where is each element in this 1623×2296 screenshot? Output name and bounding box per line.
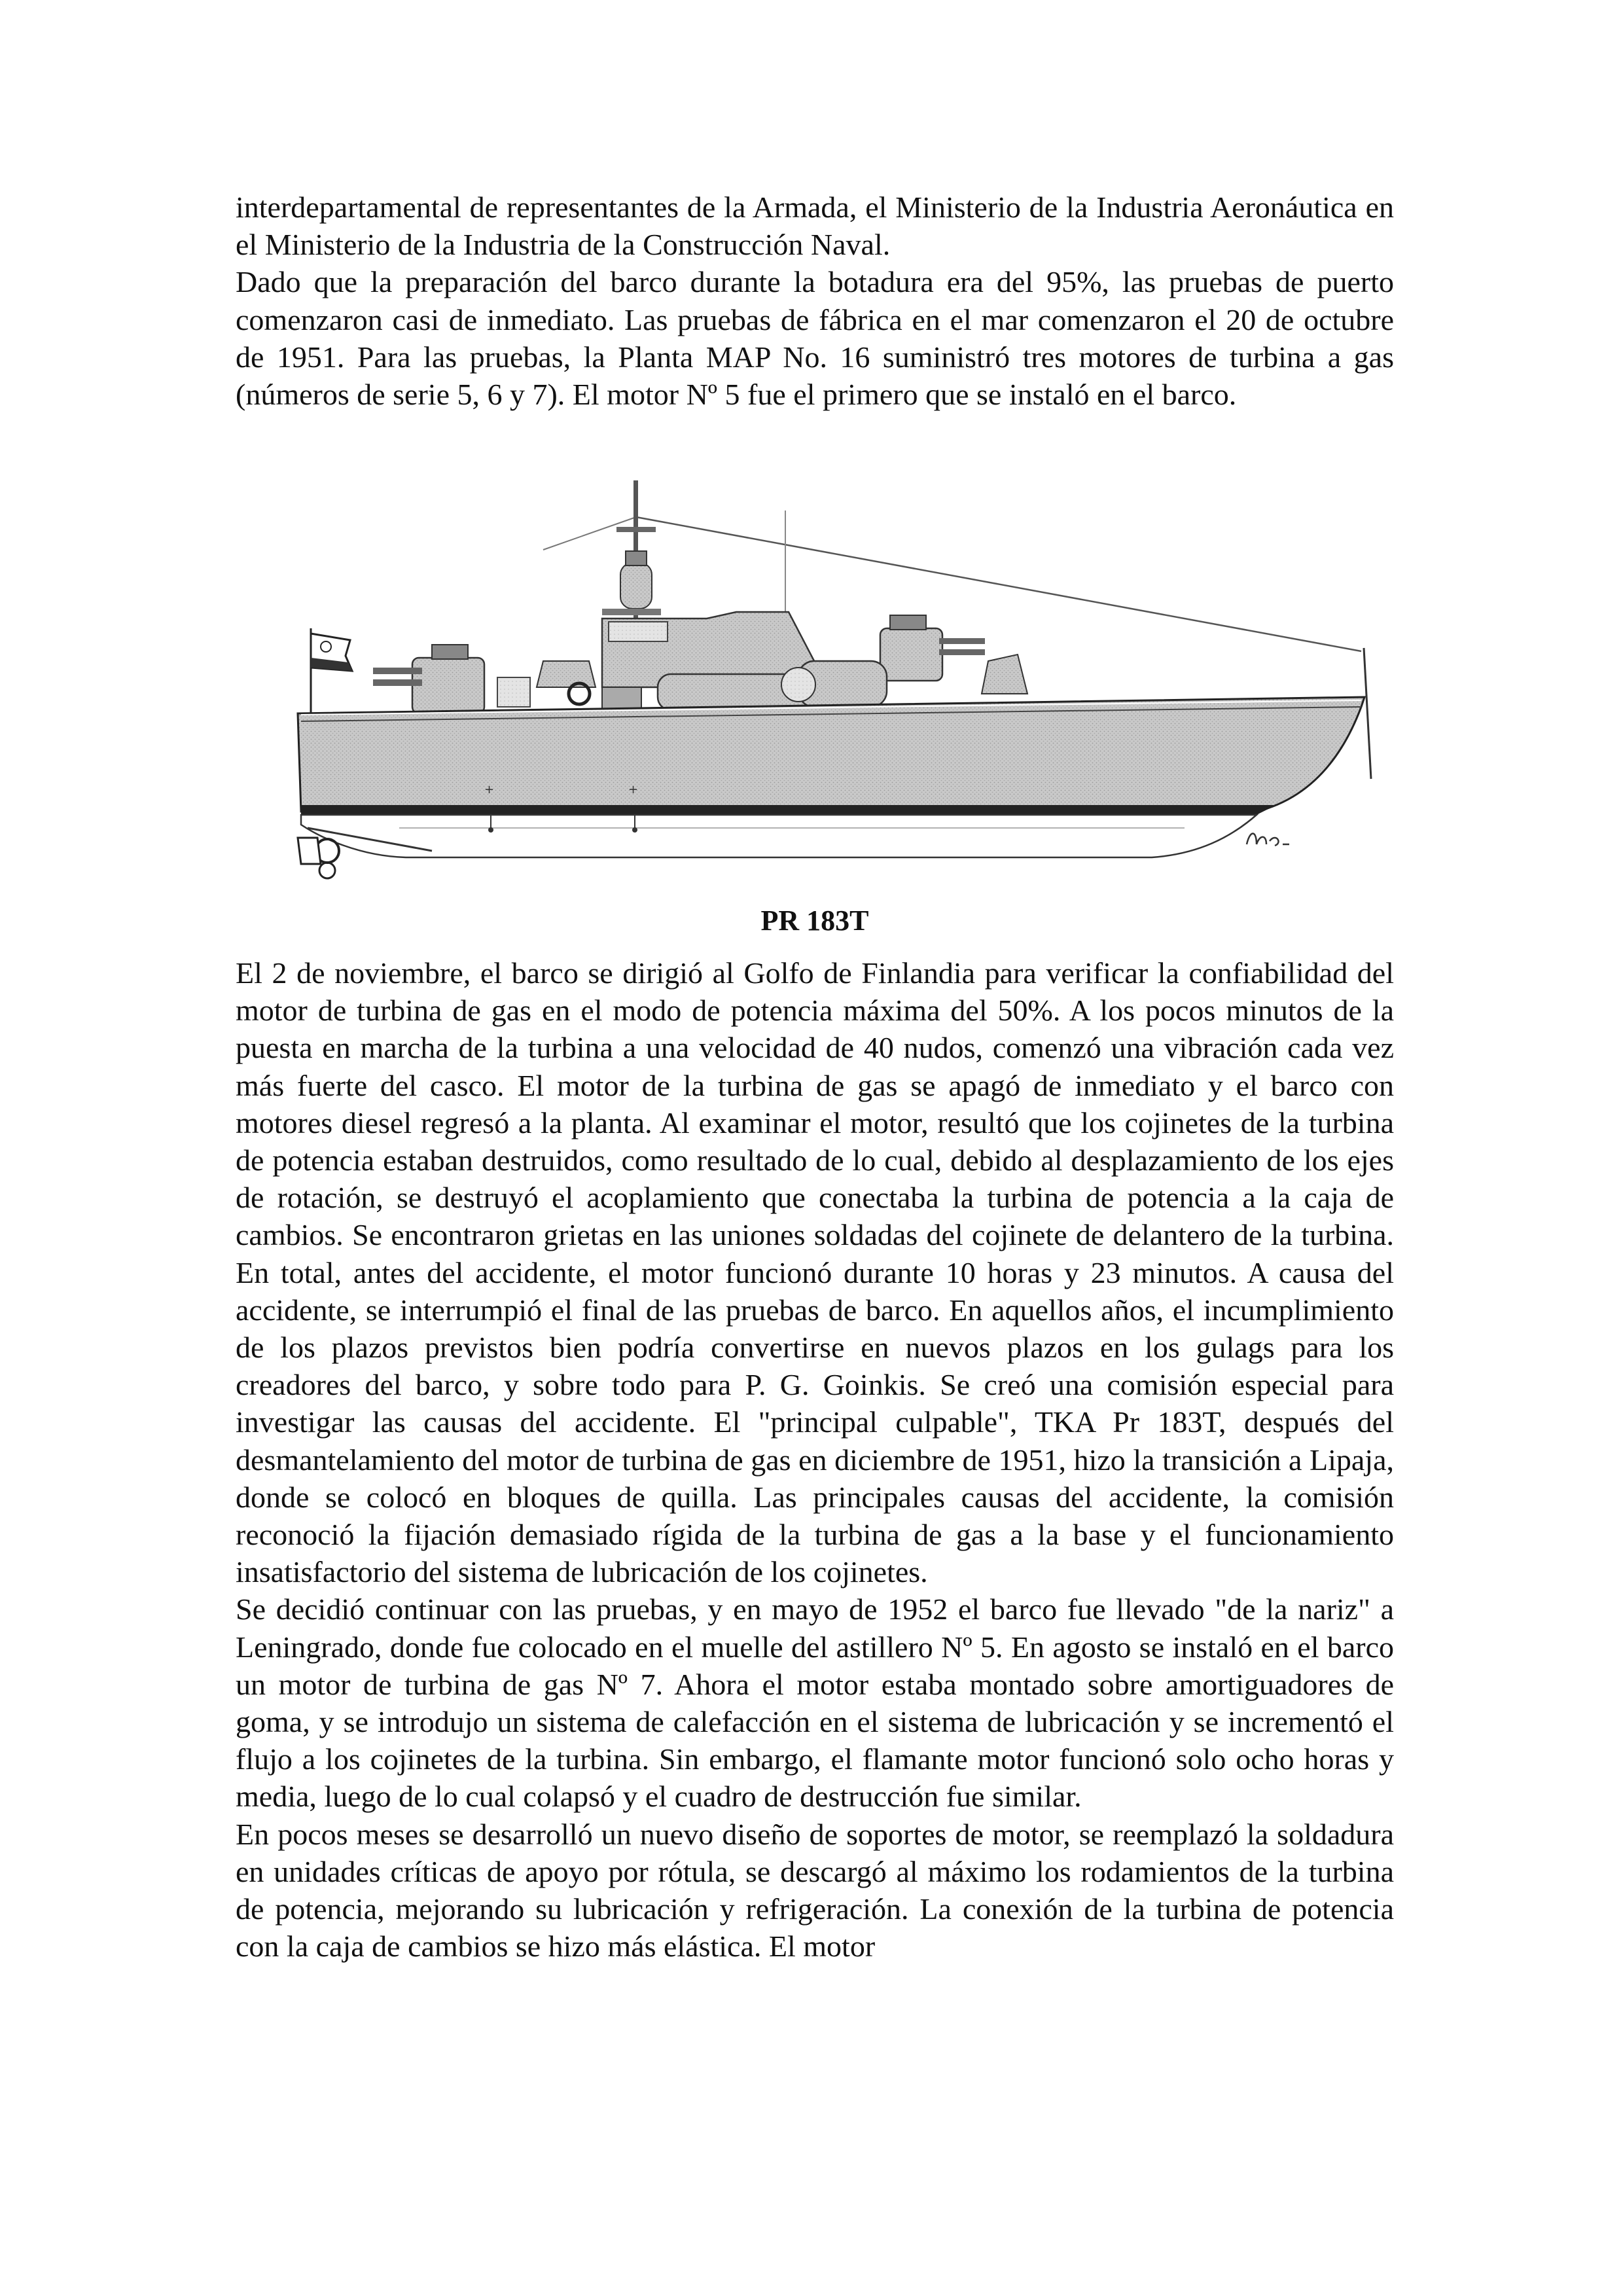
boat-illustration (236, 471, 1394, 897)
superstructure (373, 612, 1027, 713)
paragraph: El 2 de noviembre, el barco se dirigió al Golfo de Finlandia para verificar la confiabilidad del motor de turbina de gas en el modo de potencia máxima del 50%. A los pocos minutos de la puesta en marcha de la turbina a una velocidad de 40 nudos, comenzó una vibración cada vez más fuerte del casco. El motor de la turbina de gas se apagó de inmediato y el barco con motores diesel regresó a la planta. Al examinar el motor, resultó que los cojinetes de la turbina de potencia estaban destruidos, como resultado de lo cual, debido al desplazamiento de los ejes de rotación, se destruyó el acoplamiento que conectaba la turbina de potencia a la caja de cambios. Se encontraron grietas en las uniones soldadas del cojinete de delantero de la turbina. En total, antes del accidente, el motor funcionó durante 10 horas y 23 minutos. A causa del accidente, se interrumpió el final de las pruebas de barco. En aquellos años, el incumplimiento de los plazos previstos bien podría convertirse en nuevos plazos en los gulags para los creadores del barco, y sobre todo para P. G. Goinkis. Se creó una comisión especial para investigar las causas del accidente. El "principal culpable", TKA Pr 183T, después del desmantelamiento del motor de turbina de gas en diciembre de 1951, hizo la transición a Lipaja, donde se colocó en bloques de quilla. Las principales causas del accidente, la comisión reconoció la fijación demasiado rígida de la turbina de gas a la base y el funcionamiento insatisfactorio del sistema de lubricación de los cojinetes. (236, 956, 1394, 1589)
text-block-top (236, 188, 1394, 413)
figure-caption: PR 183T (760, 905, 869, 937)
paragraph: En pocos meses se desarrolló un nuevo diseño de soportes de motor, se reemplazó la soldadura en unidades críticas de apoyo por rótula, se descargó al máximo los rodamientos de la turbina de potencia, mejorando su lubricación y refrigeración. La conexión de la turbina de potencia con la caja de cambios se hizo más elástica. El motor (236, 1817, 1394, 1964)
text-block-bottom (236, 954, 1394, 1965)
paragraph: interdepartamental de representantes de la Armada, el Ministerio de la Industria Aeronáutica en el Ministerio de la Industria de la Construcción Naval. (236, 190, 1394, 262)
artist-signature (1247, 834, 1289, 846)
hull (298, 697, 1364, 857)
svg-text:+: + (628, 783, 639, 797)
stern-flag (311, 628, 352, 720)
svg-text:+: + (484, 783, 495, 797)
paragraph: Dado que la preparación del barco durante la botadura era del 95%, las pruebas de puerto comenzaron casi de inmediato. Las pruebas de fábrica en el mar comenzaron el 20 de octubre de 1951. Para las pruebas, la Planta MAP No. 16 suministró tres motores de turbina a gas (números de serie 5, 6 y 7). El motor Nº 5 fue el primero que se instaló en el barco. (236, 265, 1394, 412)
paragraph: Se decidió continuar con las pruebas, y en mayo de 1952 el barco fue llevado "de la nariz" a Leningrado, donde fue colocado en el muelle del astillero Nº 5. En agosto se instaló en el barco un motor de turbina de gas Nº 7. Ahora el motor estaba montado sobre amortiguadores de goma, y se introdujo un sistema de calefacción en el sistema de lubricación y se incrementó el flujo a los cojinetes de la turbina. Sin embargo, el flamante motor funcionó solo ocho horas y media, luego de lo cual colapsó y el cuadro de destrucción fue similar. (236, 1592, 1394, 1814)
